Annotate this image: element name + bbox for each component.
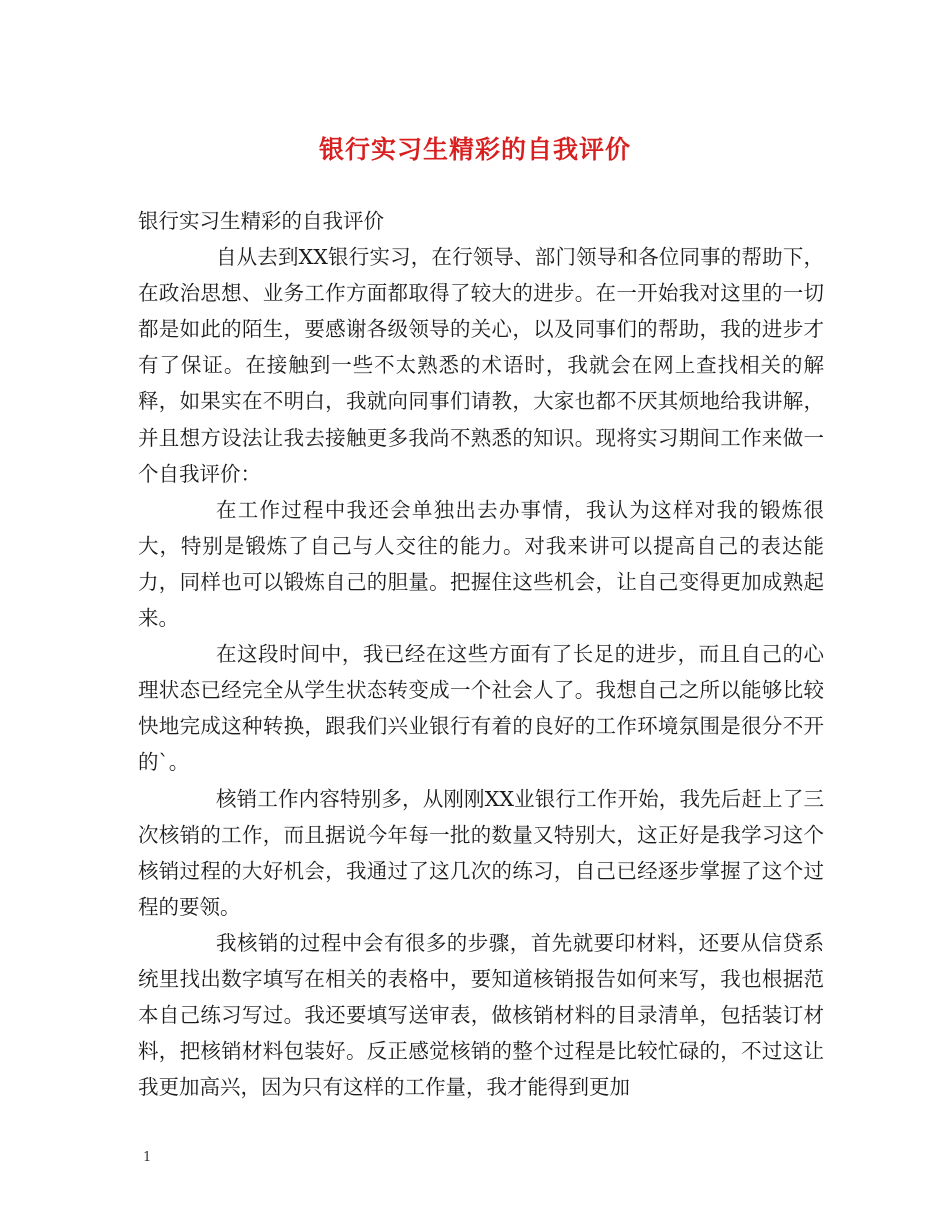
document-subtitle: 银行实习生精彩的自我评价 [138, 209, 384, 233]
paragraph: 我核销的过程中会有很多的步骤，首先就要印材料，还要从信贷系统里找出数字填写在相关的表格中，要知道核销报告如何来写，我也根据范本自己练习写过。我还要填写送审表，做核销材料的目录清单，包括装订材料，把核销材料包装好。反正感觉核销的整个过程是比较忙碌的，不过这让我更加高兴，因为只有这样的工作量，我才能得到更加 [138, 930, 824, 1100]
paragraph: 在这段时间中，我已经在这些方面有了长足的进步，而且自己的心理状态已经完全从学生状态转变成一个社会人了。我想自己之所以能够比较快地完成这种转换，跟我们兴业银行有着的良好的工作环境氛围是很分不开的`。 [138, 642, 824, 775]
document-title: 银行实习生精彩的自我评价 [318, 135, 631, 164]
document-body [138, 203, 824, 1105]
page-number: 1 [143, 1150, 152, 1165]
paragraph: 自从去到XX银行实习，在行领导、部门领导和各位同事的帮助下，在政治思想、业务工作方面都取得了较大的进步。在一开始我对这里的一切都是如此的陌生，要感谢各级领导的关心，以及同事们的帮助，我的进步才有了保证。在接触到一些不太熟悉的术语时，我就会在网上查找相关的解释，如果实在不明白，我就向同事们请教，大家也都不厌其烦地给我讲解，并且想方设法让我去接触更多我尚不熟悉的知识。现将实习期间工作来做一个自我评价： [138, 245, 824, 486]
paragraph: 在工作过程中我还会单独出去办事情，我认为这样对我的锻炼很大，特别是锻炼了自己与人交往的能力。对我来讲可以提高自己的表达能力，同样也可以锻炼自己的胆量。把握住这些机会，让自己变得更加成熟起来。 [138, 497, 824, 631]
paragraph: 核销工作内容特别多，从刚刚XX业银行工作开始，我先后赶上了三次核销的工作，而且据说今年每一批的数量又特别大，这正好是我学习这个核销过程的大好机会，我通过了这几次的练习，自己已经逐步掌握了这个过程的要领。 [138, 786, 824, 919]
